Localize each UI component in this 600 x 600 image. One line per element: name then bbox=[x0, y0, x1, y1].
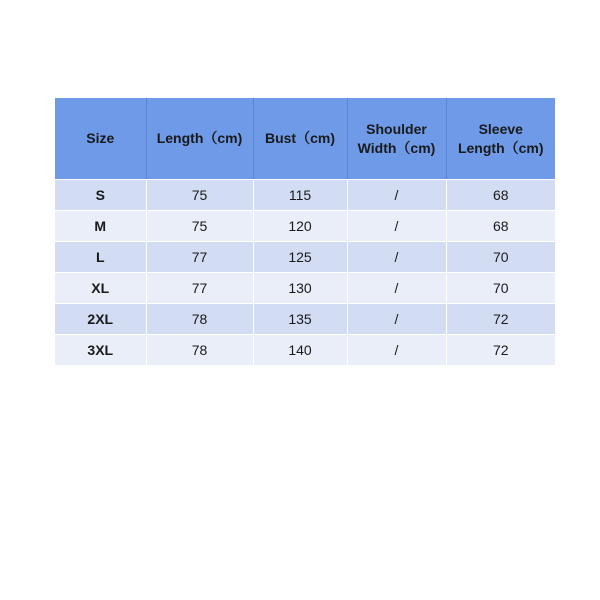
size-cell: L bbox=[55, 242, 146, 273]
header-row bbox=[55, 98, 555, 180]
shoulder-cell: / bbox=[347, 335, 446, 366]
header-sleeve-line1: Sleeve bbox=[478, 120, 523, 137]
header-sleeve-line2: Length（cm) bbox=[457, 139, 544, 156]
length-cell: 77 bbox=[146, 273, 253, 304]
size-chart-body bbox=[55, 180, 555, 366]
size-chart-header bbox=[55, 98, 555, 180]
table-row bbox=[55, 180, 555, 211]
bust-cell: 130 bbox=[253, 273, 347, 304]
sleeve-cell: 72 bbox=[446, 335, 555, 366]
shoulder-cell: / bbox=[347, 180, 446, 211]
length-cell: 75 bbox=[146, 211, 253, 242]
table-row bbox=[55, 211, 555, 242]
size-cell: S bbox=[55, 180, 146, 211]
bust-cell: 115 bbox=[253, 180, 347, 211]
sleeve-cell: 70 bbox=[446, 242, 555, 273]
size-cell: 3XL bbox=[55, 335, 146, 366]
shoulder-cell: / bbox=[347, 304, 446, 335]
shoulder-cell: / bbox=[347, 273, 446, 304]
length-cell: 78 bbox=[146, 335, 253, 366]
size-cell: 2XL bbox=[55, 304, 146, 335]
table-row bbox=[55, 273, 555, 304]
header-sleeve-length bbox=[446, 98, 555, 180]
bust-cell: 125 bbox=[253, 242, 347, 273]
shoulder-cell: / bbox=[347, 211, 446, 242]
size-chart-table bbox=[55, 98, 555, 366]
sleeve-cell: 68 bbox=[446, 180, 555, 211]
length-cell: 77 bbox=[146, 242, 253, 273]
header-size-label: Size bbox=[86, 130, 115, 146]
header-bust-label: Bust（cm) bbox=[264, 130, 335, 146]
header-size bbox=[55, 98, 146, 180]
table-row bbox=[55, 242, 555, 273]
bust-cell: 140 bbox=[253, 335, 347, 366]
bust-cell: 135 bbox=[253, 304, 347, 335]
header-length bbox=[146, 98, 253, 180]
header-shoulder-width bbox=[347, 98, 446, 180]
table-row bbox=[55, 304, 555, 335]
sleeve-cell: 68 bbox=[446, 211, 555, 242]
header-length-label: Length（cm) bbox=[156, 130, 243, 146]
sleeve-cell: 70 bbox=[446, 273, 555, 304]
shoulder-cell: / bbox=[347, 242, 446, 273]
header-shoulder-line2: Width（cm) bbox=[357, 139, 436, 156]
sleeve-cell: 72 bbox=[446, 304, 555, 335]
header-shoulder-line1: Shoulder bbox=[366, 120, 427, 137]
size-cell: M bbox=[55, 211, 146, 242]
bust-cell: 120 bbox=[253, 211, 347, 242]
header-bust bbox=[253, 98, 347, 180]
table-row bbox=[55, 335, 555, 366]
size-cell: XL bbox=[55, 273, 146, 304]
length-cell: 75 bbox=[146, 180, 253, 211]
length-cell: 78 bbox=[146, 304, 253, 335]
